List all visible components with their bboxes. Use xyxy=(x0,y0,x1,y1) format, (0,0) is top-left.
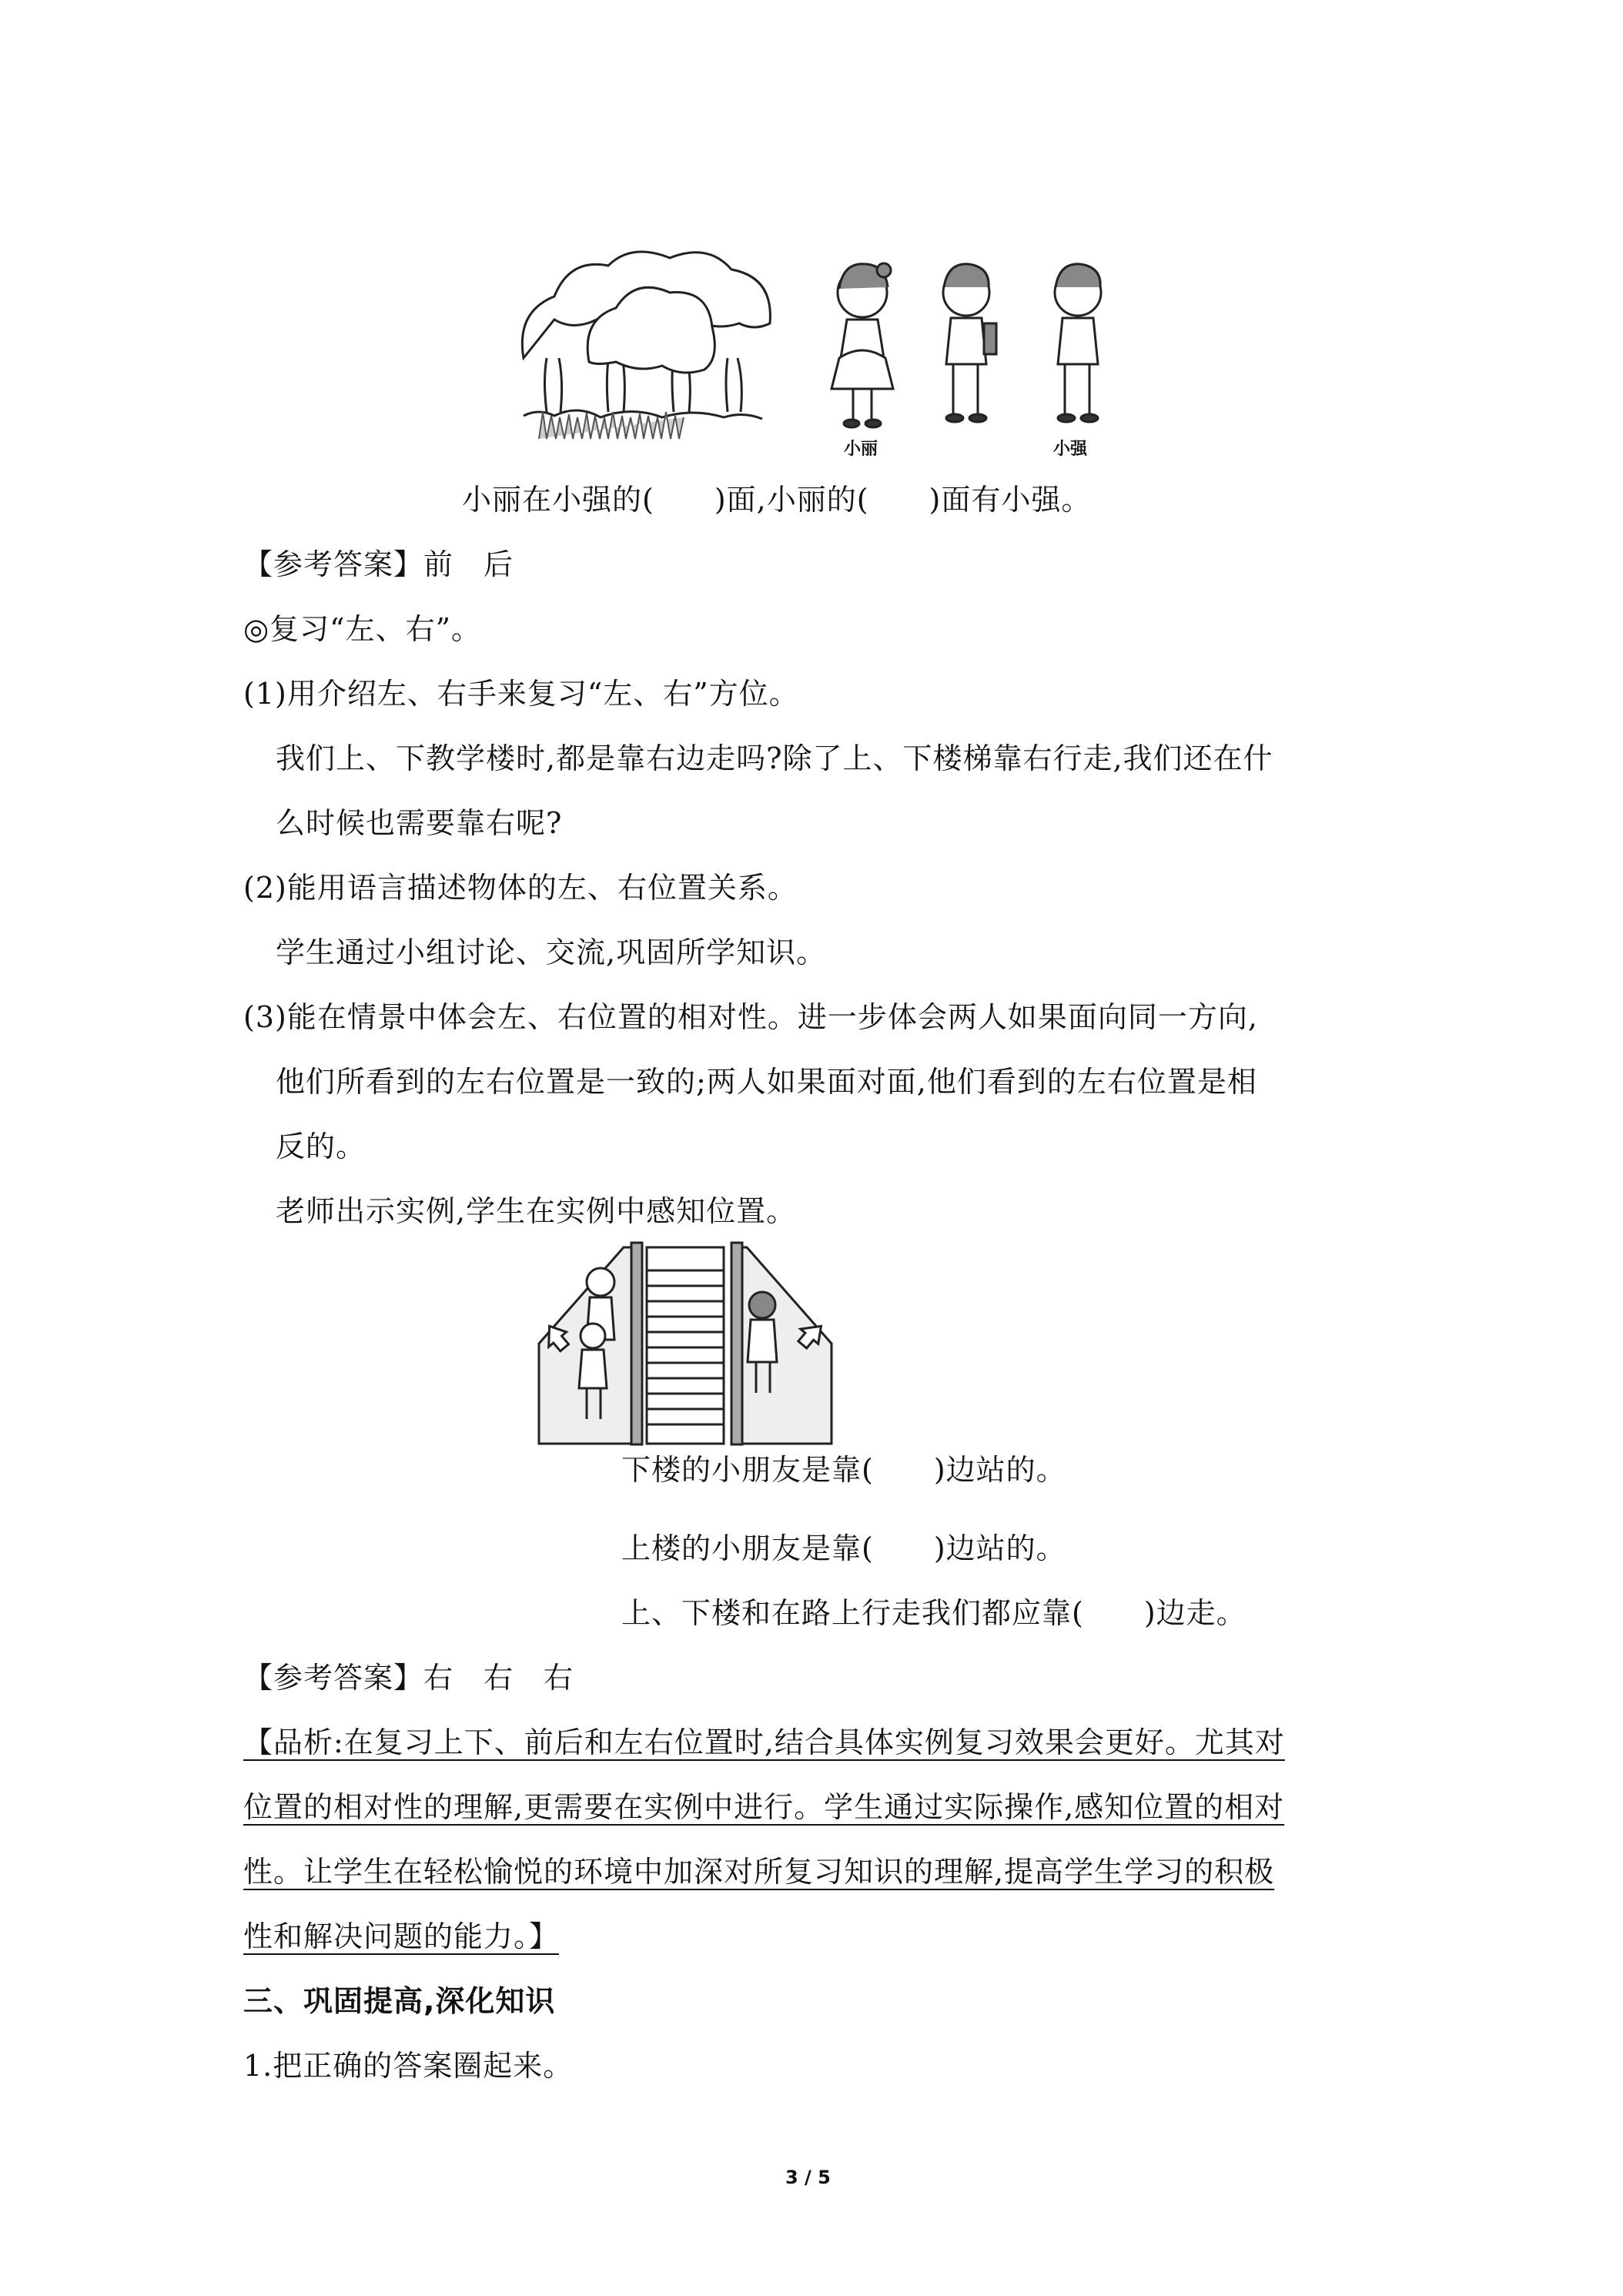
item-3-b: 他们所看到的左右位置是一致的;两人如果面对面,他们看到的左右位置是相 xyxy=(276,1065,1257,1099)
analysis-line-d: 性和解决问题的能力。】 xyxy=(243,1919,560,1953)
analysis-line-a: 【品析:在复习上下、前后和左右位置时,结合具体实例复习效果会更好。尤其对 xyxy=(243,1725,1285,1759)
question-downstairs: 下楼的小朋友是靠( )边站的。 xyxy=(621,1453,1066,1487)
answer-1: 【参考答案】前 后 xyxy=(243,547,514,581)
escalator-illustration xyxy=(524,1240,847,1448)
answer-2: 【参考答案】右 右 右 xyxy=(243,1661,574,1695)
boy-middle-illustration xyxy=(924,258,1009,435)
question-upstairs: 上楼的小朋友是靠( )边站的。 xyxy=(621,1531,1066,1565)
item-3-body: 老师出示实例,学生在实例中感知位置。 xyxy=(276,1194,797,1228)
question-front-back: 小丽在小强的( )面,小丽的( )面有小强。 xyxy=(462,483,1092,517)
review-left-right-heading: ◎复习“左、右”。 xyxy=(243,612,482,646)
analysis-line-b: 位置的相对性的理解,更需要在实例中进行。学生通过实际操作,感知位置的相对 xyxy=(243,1790,1285,1824)
boy-xiaoqiang-illustration xyxy=(1036,258,1120,435)
page-number: 3 / 5 xyxy=(785,2167,831,2188)
item-2: (2)能用语言描述物体的左、右位置关系。 xyxy=(243,871,798,905)
girl-xiaoli-illustration xyxy=(816,258,909,435)
item-1-body-a: 我们上、下教学楼时,都是靠右边走吗?除了上、下楼梯靠右行走,我们还在什 xyxy=(276,741,1273,775)
caption-xiaoli: 小丽 xyxy=(844,440,878,459)
item-3-a: (3)能在情景中体会左、右位置的相对性。进一步体会两人如果面向同一方向, xyxy=(243,1000,1258,1034)
analysis-line-c: 性。让学生在轻松愉悦的环境中加深对所复习知识的理解,提高学生学习的积极 xyxy=(243,1855,1275,1889)
item-1: (1)用介绍左、右手来复习“左、右”方位。 xyxy=(243,677,799,711)
item-3-c: 反的。 xyxy=(276,1130,366,1163)
trees-illustration xyxy=(516,246,778,462)
item-1-body-b: 么时候也需要靠右呢? xyxy=(276,806,563,840)
section-3-heading: 三、巩固提高,深化知识 xyxy=(243,1984,556,2018)
question-walk-side: 上、下楼和在路上行走我们都应靠( )边走。 xyxy=(621,1596,1247,1630)
exercise-1: 1.把正确的答案圈起来。 xyxy=(243,2049,574,2083)
caption-xiaoqiang: 小强 xyxy=(1053,440,1088,459)
item-2-body: 学生通过小组讨论、交流,巩固所学知识。 xyxy=(276,935,827,969)
